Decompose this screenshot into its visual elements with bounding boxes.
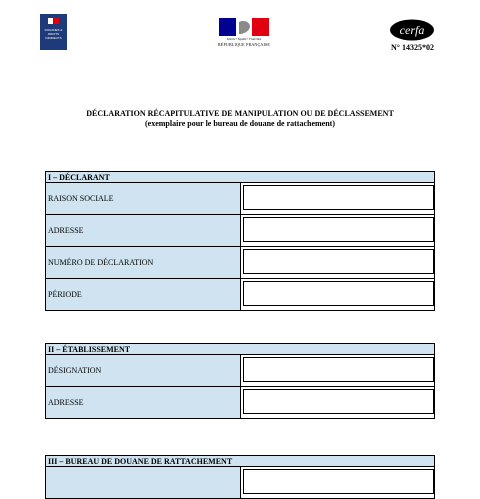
form-row: [45, 215, 435, 247]
field-label: NUMÉRO DE DÉCLARATION: [46, 247, 241, 278]
rf-motto: Liberté • Égalité • Fraternité: [226, 37, 262, 41]
field-label: [46, 467, 241, 498]
form-row: [45, 279, 435, 311]
bureau-douane-field[interactable]: [243, 469, 434, 494]
adresse-declarant-field[interactable]: [243, 217, 434, 242]
form-row: [45, 467, 435, 499]
field-label: ADRESSE: [46, 387, 241, 418]
field-label: DÉSIGNATION: [46, 355, 241, 386]
douanes-logo: [40, 14, 67, 50]
marianne-flag-icon: [219, 18, 269, 36]
field-label: RAISON SOCIALE: [46, 183, 241, 214]
periode-field[interactable]: [243, 281, 434, 306]
form-title-line1: DÉCLARATION RÉCAPITULATIVE DE MANIPULATION OU DE DÉCLASSEMENT: [86, 109, 394, 118]
form-title: [0, 109, 480, 129]
douanes-logo-text: DOUANES & DROITS INDIRECTS: [44, 28, 63, 40]
section-etablissement: [45, 343, 435, 419]
raison-sociale-field[interactable]: [243, 185, 434, 210]
form-row: [45, 387, 435, 419]
designation-field[interactable]: [243, 357, 434, 382]
section-declarant: [45, 171, 435, 311]
form-title-line2: (exemplaire pour le bureau de douane de rattachement): [145, 119, 335, 128]
section-heading: I – DÉCLARANT: [45, 171, 435, 183]
cerfa-number: N° 14325*02: [391, 43, 434, 52]
section-heading: III – BUREAU DE DOUANE DE RATTACHEMENT: [45, 455, 435, 467]
rf-name: RÉPUBLIQUE FRANÇAISE: [217, 42, 271, 47]
field-label: ADRESSE: [46, 215, 241, 246]
adresse-etablissement-field[interactable]: [243, 389, 434, 414]
field-label: PÉRIODE: [46, 279, 241, 310]
republique-francaise-logo: [216, 18, 272, 52]
cerfa-logo: [389, 19, 435, 41]
section-bureau-douane: [45, 455, 435, 499]
numero-declaration-field[interactable]: [243, 249, 434, 274]
form-row: [45, 183, 435, 215]
section-heading: II – ÉTABLISSEMENT: [45, 343, 435, 355]
cerfa-logo-text: cerfa: [399, 23, 425, 37]
form-row: [45, 247, 435, 279]
form-row: [45, 355, 435, 387]
marianne-emblem-icon: [48, 16, 60, 27]
